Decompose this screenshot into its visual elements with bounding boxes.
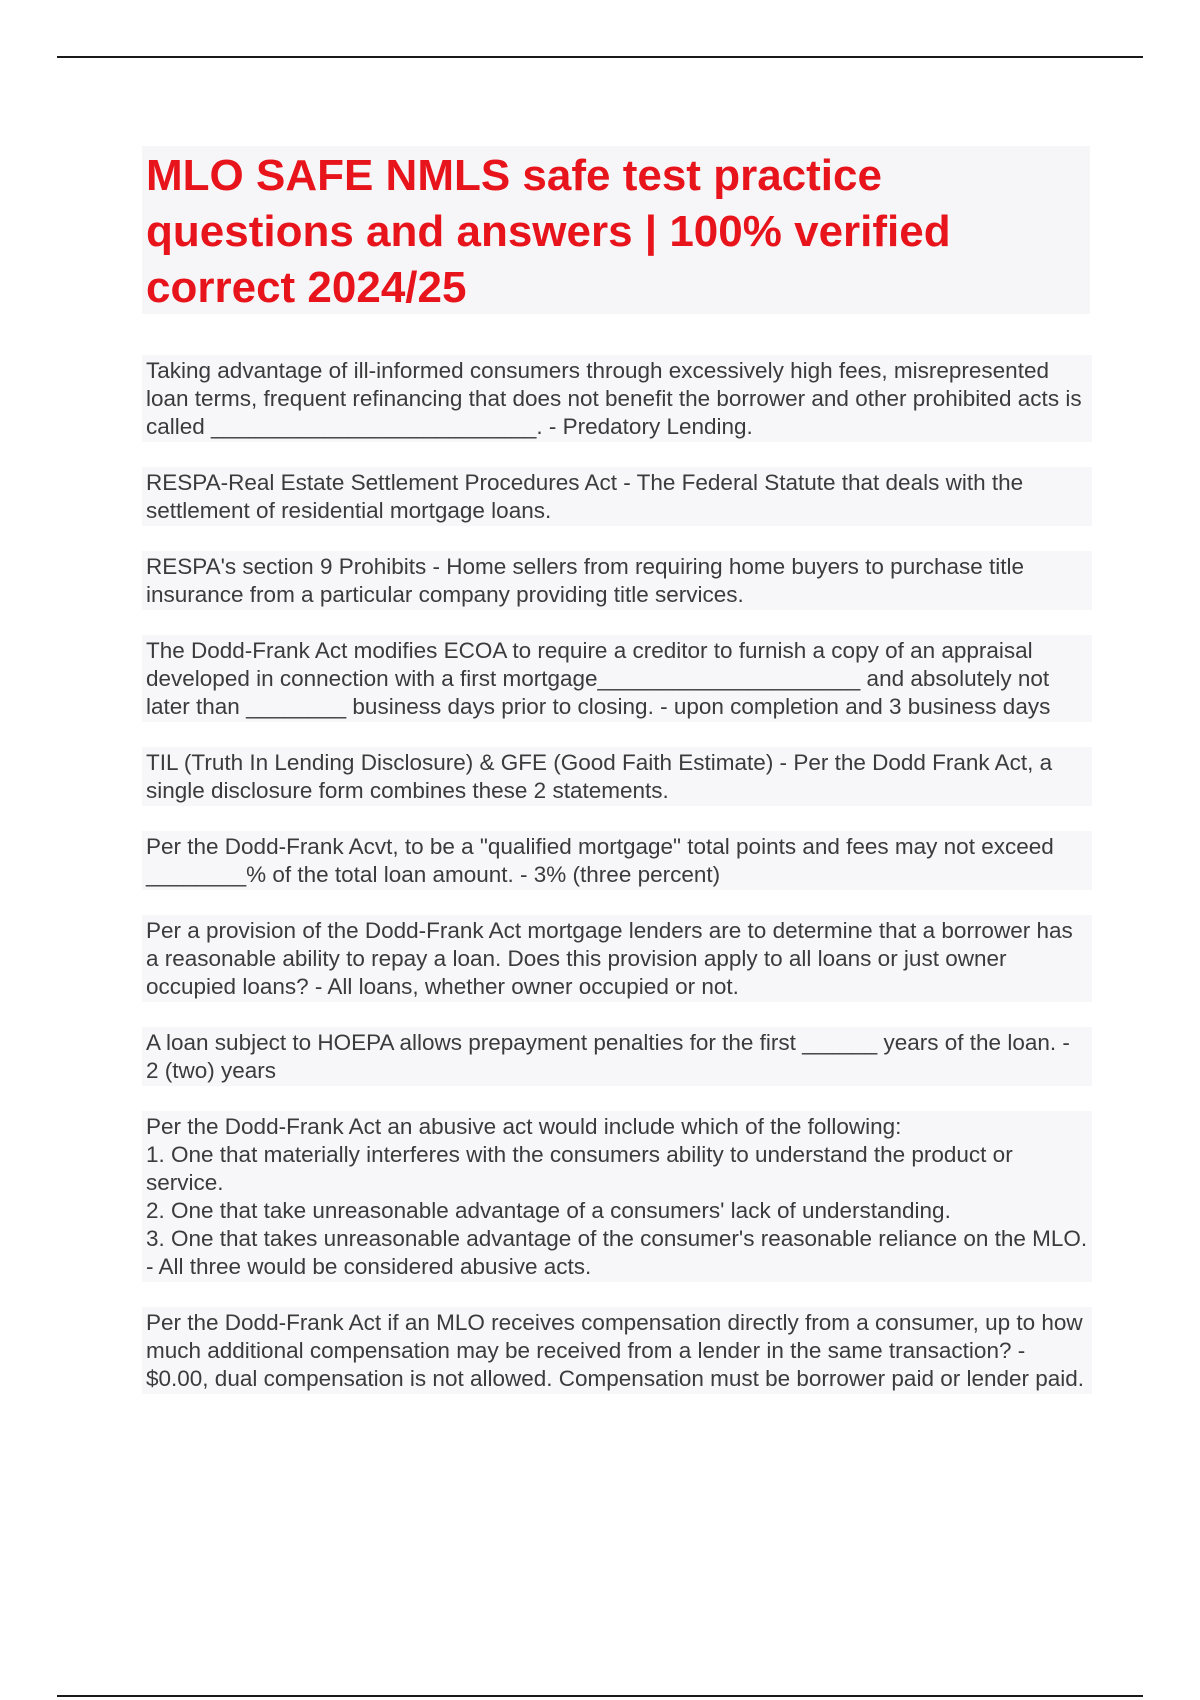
qa-item (142, 467, 1092, 526)
answer-text: $0.00, dual compensation is not allowed. Compensation must be borrower paid or lender paid. (146, 1366, 1085, 1391)
qa-item (142, 355, 1092, 442)
answer-text: Predatory Lending. (556, 414, 753, 439)
answer-text: The Federal Statute that deals with the settlement of residential mortgage loans. (146, 470, 1024, 523)
title-block (142, 146, 1090, 314)
question-text: TIL (Truth In Lending Disclosure) & GFE (Good Faith Estimate) - (146, 750, 788, 775)
qa-item (142, 1027, 1092, 1086)
footer-rule (57, 1695, 1143, 1697)
qa-list (142, 355, 1092, 1419)
qa-item (142, 551, 1092, 610)
qa-item (142, 831, 1092, 890)
question-text: Per the Dodd-Frank Act an abusive act would include which of the following: 1. One that materially interferes with the consumers ability to understand the product or service. 2. One that take unreasonable advantage of a consumers' lack of understanding. 3. One that takes unreasonable advantage of the consumer's reasonable reliance on the MLO. - (146, 1114, 1088, 1279)
qa-item (142, 915, 1092, 1002)
question-text: Taking advantage of ill-informed consumers through excessively high fees, misrepresented loan terms, frequent refinancing that does not benefit the borrower and other prohibited acts is called __________________________. - (146, 358, 1082, 439)
answer-text: 2 (two) years (146, 1058, 277, 1083)
question-text: Per the Dodd-Frank Act if an MLO receives compensation directly from a consumer, up to how much additional compensation may be received from a lender in the same transaction? - (146, 1310, 1083, 1363)
question-text: Per the Dodd-Frank Acvt, to be a "qualified mortgage" total points and fees may not exceed ________% of the total loan amount. - (146, 834, 1054, 887)
question-text: Per a provision of the Dodd-Frank Act mortgage lenders are to determine that a borrower has a reasonable ability to repay a loan. Does this provision apply to all loans or just owner occupied loans? - (146, 918, 1073, 999)
answer-text: Home sellers from requiring home buyers to purchase title insurance from a particular company providing title services. (146, 554, 1025, 607)
question-text: RESPA's section 9 Prohibits - (146, 554, 440, 579)
document-title: MLO SAFE NMLS safe test practice questions and answers | 100% verified correct 2024/25 (146, 151, 951, 312)
answer-text: 3% (three percent) (527, 862, 721, 887)
qa-item (142, 1111, 1092, 1282)
qa-item (142, 1307, 1092, 1394)
question-text: The Dodd-Frank Act modifies ECOA to require a creditor to furnish a copy of an appraisal developed in connection with a first mortgage_____________________ and absolutely not later than ________ business days prior to closing. - (146, 638, 1050, 719)
answer-text: All loans, whether owner occupied or not. (322, 974, 739, 999)
answer-text: upon completion and 3 business days (667, 694, 1051, 719)
answer-text: Per the Dodd Frank Act, a single disclosure form combines these 2 statements. (146, 750, 1053, 803)
qa-item (142, 747, 1092, 806)
answer-text: All three would be considered abusive acts. (153, 1254, 592, 1279)
question-text: A loan subject to HOEPA allows prepayment penalties for the first ______ years of the loan. - (146, 1030, 1070, 1055)
question-text: RESPA-Real Estate Settlement Procedures Act - (146, 470, 631, 495)
qa-item (142, 635, 1092, 722)
header-rule (57, 56, 1143, 58)
